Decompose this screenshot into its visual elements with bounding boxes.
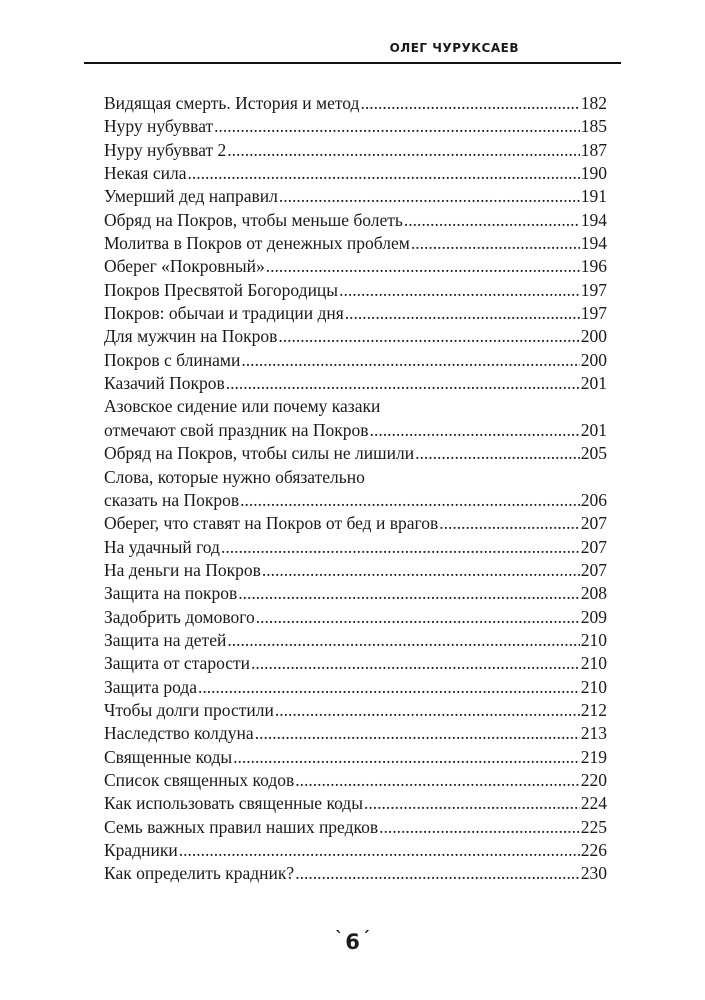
toc-entry-title: Видящая смерть. История и метод xyxy=(104,93,360,113)
author-name: ОЛЕГ ЧУРУКСАЕВ xyxy=(389,41,519,55)
table-of-contents xyxy=(104,92,607,886)
toc-entry xyxy=(104,255,607,278)
dot-leader xyxy=(415,442,580,465)
dot-leader xyxy=(295,769,579,792)
dot-leader xyxy=(241,349,579,372)
dot-leader xyxy=(339,279,580,302)
dot-leader xyxy=(240,489,580,512)
toc-entry xyxy=(104,232,607,255)
toc-entry-title: Некая сила xyxy=(104,163,187,184)
toc-entry-page: 194 xyxy=(580,233,607,254)
dot-leader xyxy=(364,792,580,815)
toc-entry-title: На деньги на Покров xyxy=(104,559,261,580)
toc-entry-page: 219 xyxy=(580,746,607,767)
dot-leader xyxy=(279,185,580,208)
toc-entry xyxy=(104,419,607,442)
toc-entry xyxy=(104,302,607,325)
toc-entry-title: Слова, которые нужно обязательно xyxy=(104,466,365,487)
toc-entry-title: Наследство колдуна xyxy=(104,723,254,744)
toc-entry-page: 187 xyxy=(580,139,607,160)
toc-entry-title: Нуру нубувват 2 xyxy=(104,139,227,160)
toc-entry-title: Умерший дед направил xyxy=(104,186,278,207)
toc-entry-title: Список священных кодов xyxy=(104,769,295,790)
toc-entry-page: 220 xyxy=(580,769,607,790)
toc-entry-title: Защита на детей xyxy=(104,629,227,650)
dot-leader xyxy=(227,139,579,162)
toc-entry-page: 201 xyxy=(580,373,607,394)
toc-entry-title: Обряд на Покров, чтобы меньше болеть xyxy=(104,209,403,230)
toc-entry-title: Оберег, что ставят на Покров от бед и врагов xyxy=(104,513,439,534)
toc-entry-title: Защита от старости xyxy=(104,653,251,674)
toc-entry xyxy=(104,139,607,162)
toc-entry-page: 200 xyxy=(580,349,607,370)
dot-leader xyxy=(439,512,580,535)
toc-entry xyxy=(104,349,607,372)
toc-entry xyxy=(104,839,607,862)
toc-entry-title: Защита на покров xyxy=(104,583,238,604)
dot-leader xyxy=(266,255,580,278)
toc-entry xyxy=(104,512,607,535)
toc-entry-page: 190 xyxy=(580,163,607,184)
toc-entry-title: Священные коды xyxy=(104,746,233,767)
toc-entry-page: 182 xyxy=(580,93,607,113)
toc-entry xyxy=(104,442,607,465)
dot-leader xyxy=(255,722,580,745)
toc-entry-page: 207 xyxy=(580,513,607,534)
toc-entry xyxy=(104,162,607,185)
dot-leader xyxy=(227,629,579,652)
toc-entry-line xyxy=(104,466,607,489)
toc-entry xyxy=(104,792,607,815)
toc-entry-title: Покров с блинами xyxy=(104,349,241,370)
toc-entry xyxy=(104,325,607,348)
toc-entry-title: Азовское сидение или почему казаки xyxy=(104,396,381,417)
dot-leader xyxy=(187,162,579,185)
toc-entry-page: 210 xyxy=(580,676,607,697)
dot-leader xyxy=(179,839,580,862)
toc-entry-title: Как определить крадник? xyxy=(104,863,295,884)
dot-leader xyxy=(275,699,580,722)
toc-entry xyxy=(104,769,607,792)
toc-entry-title: Казачий Покров xyxy=(104,373,225,394)
toc-entry xyxy=(104,185,607,208)
dot-leader xyxy=(295,862,580,885)
folio-ornament-right: ´ xyxy=(361,928,370,947)
toc-entry-title: Оберег «Покровный» xyxy=(104,256,265,277)
toc-entry-title: Задобрить домового xyxy=(104,606,255,627)
toc-entry xyxy=(104,652,607,675)
dot-leader xyxy=(379,816,580,839)
toc-entry xyxy=(104,629,607,652)
toc-entry-title: Чтобы долги простили xyxy=(104,699,274,720)
dot-leader xyxy=(233,746,580,769)
folio-ornament-left: ` xyxy=(335,928,344,947)
toc-entry-page: 196 xyxy=(580,256,607,277)
page-number xyxy=(0,930,705,954)
toc-entry-page: 208 xyxy=(580,583,607,604)
dot-leader xyxy=(360,92,579,115)
running-header xyxy=(84,38,621,64)
toc-entry xyxy=(104,816,607,839)
toc-entry-page: 230 xyxy=(580,863,607,884)
dot-leader xyxy=(226,372,580,395)
toc-entry-title: Как использовать священные коды xyxy=(104,793,363,814)
toc-entry-page: 197 xyxy=(580,303,607,324)
toc-entry-title: Покров Пресвятой Богородицы xyxy=(104,279,339,300)
dot-leader xyxy=(370,419,580,442)
toc-entry-page: 201 xyxy=(580,419,607,440)
dot-leader xyxy=(251,652,580,675)
dot-leader xyxy=(404,209,580,232)
toc-entry-page: 225 xyxy=(580,816,607,837)
toc-entry-title: На удачный год xyxy=(104,536,220,557)
dot-leader xyxy=(278,325,579,348)
toc-entry-title: Молитва в Покров от денежных проблем xyxy=(104,233,410,254)
toc-entry xyxy=(104,746,607,769)
toc-entry xyxy=(104,676,607,699)
toc-entry-title: Покров: обычаи и традиции дня xyxy=(104,303,344,324)
toc-entry-title: сказать на Покров xyxy=(104,489,240,510)
toc-entry-page: 205 xyxy=(580,443,607,464)
dot-leader xyxy=(262,559,580,582)
dot-leader xyxy=(198,676,580,699)
toc-entry-page: 210 xyxy=(580,653,607,674)
toc-entry xyxy=(104,582,607,605)
toc-entry-title: отмечают свой праздник на Покров xyxy=(104,419,369,440)
dot-leader xyxy=(238,582,579,605)
toc-entry-title: Для мужчин на Покров xyxy=(104,326,278,347)
toc-entry xyxy=(104,559,607,582)
toc-entry-page: 200 xyxy=(580,326,607,347)
toc-entry-page: 226 xyxy=(580,840,607,860)
toc-entry xyxy=(104,209,607,232)
toc-entry-title: Нуру нубувват xyxy=(104,116,214,137)
toc-entry-title: Защита рода xyxy=(104,676,198,697)
toc-entry-title: Обряд на Покров, чтобы силы не лишили xyxy=(104,443,415,464)
toc-entry-page: 197 xyxy=(580,279,607,300)
toc-entry xyxy=(104,722,607,745)
dot-leader xyxy=(214,115,580,138)
dot-leader xyxy=(345,302,580,325)
toc-entry xyxy=(104,489,607,512)
toc-entry-page: 209 xyxy=(580,606,607,627)
toc-entry xyxy=(104,279,607,302)
toc-entry-page: 207 xyxy=(580,536,607,557)
toc-entry xyxy=(104,536,607,559)
toc-entry-title: Крадники xyxy=(104,840,178,860)
page-number-value: 6 xyxy=(345,930,360,954)
dot-leader xyxy=(221,536,580,559)
dot-leader xyxy=(411,232,580,255)
toc-entry-page: 206 xyxy=(580,489,607,510)
toc-entry xyxy=(104,606,607,629)
toc-entry xyxy=(104,115,607,138)
dot-leader xyxy=(256,606,580,629)
toc-entry-page: 191 xyxy=(580,186,607,207)
toc-entry xyxy=(104,92,607,115)
toc-entry xyxy=(104,699,607,722)
toc-entry-page: 212 xyxy=(580,699,607,720)
toc-entry-page: 207 xyxy=(580,559,607,580)
toc-entry-page: 224 xyxy=(580,793,607,814)
toc-entry-page: 194 xyxy=(580,209,607,230)
toc-entry-title: Семь важных правил наших предков xyxy=(104,816,379,837)
toc-entry-page: 213 xyxy=(580,723,607,744)
toc-entry-page: 185 xyxy=(580,116,607,137)
toc-entry xyxy=(104,372,607,395)
toc-entry-page: 210 xyxy=(580,629,607,650)
toc-entry-line xyxy=(104,395,607,418)
toc-entry xyxy=(104,862,607,885)
